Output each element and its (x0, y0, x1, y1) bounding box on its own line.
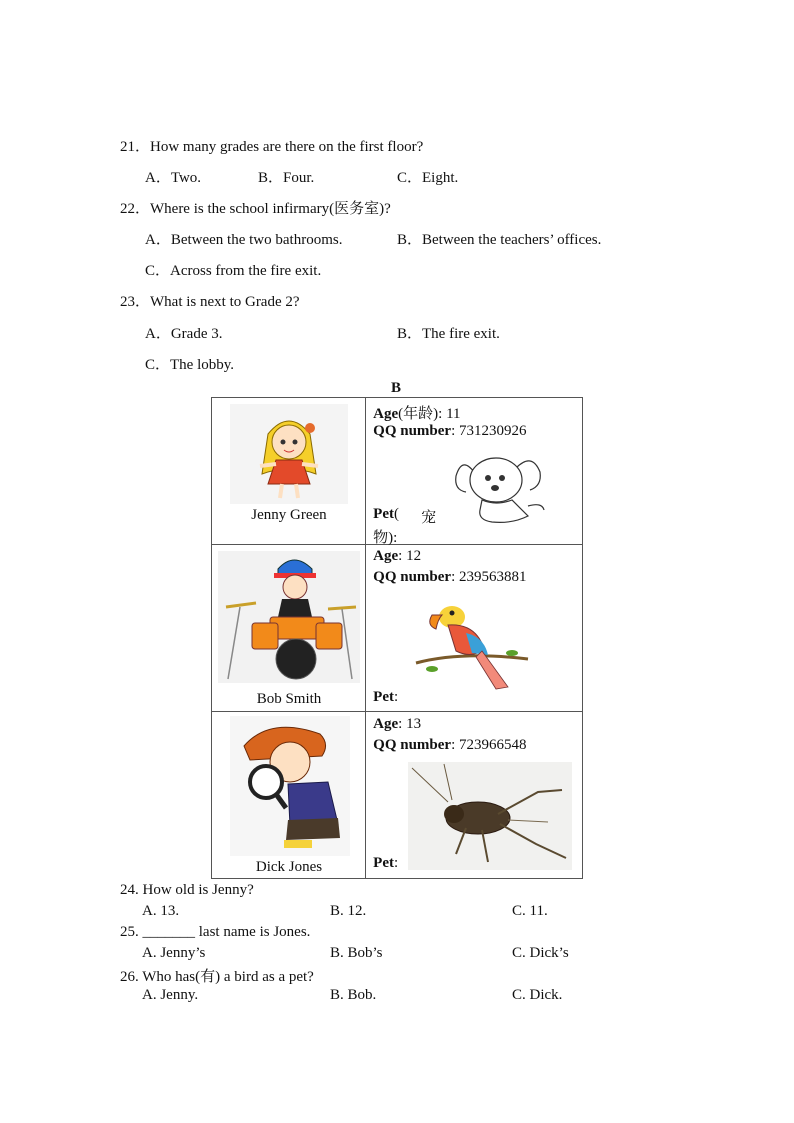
question-26: 26. Who has(有) a bird as a pet? (120, 969, 314, 985)
person-cell (212, 398, 366, 545)
question-23: 23．What is next to Grade 2? (120, 294, 300, 310)
info-cell (366, 398, 583, 545)
age-value: : 13 (398, 716, 422, 732)
qq-line (373, 569, 526, 586)
question-24: 24. How old is Jenny? (120, 882, 254, 898)
qq-label: QQ number (373, 737, 452, 753)
pet-label: Pet (373, 506, 394, 522)
q24-option-b: B. 12. (330, 903, 367, 919)
pet-line (373, 689, 398, 706)
q22-option-b: B．Between the teachers’ offices. (397, 232, 602, 248)
age-line (373, 402, 460, 423)
qq-line (373, 423, 526, 440)
pet-label: Pet (373, 689, 394, 705)
qq-value: : 723966548 (451, 737, 527, 753)
age-note: (年龄) (398, 406, 439, 422)
q26-option-a: A. Jenny. (142, 987, 199, 1003)
pet-colon: : (393, 689, 399, 705)
q26-option-b: B. Bob. (330, 987, 377, 1003)
q25-option-a: A. Jenny’s (142, 945, 206, 961)
q24-option-a: A. 13. (142, 903, 180, 919)
dog-icon (452, 446, 548, 528)
pet-line (373, 855, 398, 872)
parrot-icon (412, 601, 532, 693)
pet-label: Pet (373, 855, 394, 871)
q23-option-a: A．Grade 3. (145, 326, 223, 342)
boy-magnifier-icon (230, 716, 350, 856)
q22-option-a: A．Between the two bathrooms. (145, 232, 343, 248)
person-name: Dick Jones (255, 859, 323, 875)
person-name: Bob Smith (256, 691, 322, 707)
girl-icon (230, 404, 348, 504)
qq-value: : 239563881 (451, 569, 527, 585)
table-row (212, 712, 583, 879)
question-21: 21．How many grades are there on the first floor? (120, 139, 424, 155)
person-cell (212, 712, 366, 879)
age-label: Age (373, 716, 399, 732)
qq-line (373, 737, 526, 754)
pet-colon: : (393, 855, 399, 871)
age-value: : 11 (438, 406, 461, 422)
pet-note-open: ( (393, 506, 399, 522)
q23-option-b: B．The fire exit. (397, 326, 500, 342)
q22-option-c: C．Across from the fire exit. (145, 263, 322, 279)
q21-option-c: C．Eight. (397, 170, 459, 186)
age-label: Age (373, 406, 399, 422)
pet-note-char: 宠 (421, 510, 437, 526)
pet-note-close: 物): (373, 530, 398, 546)
cricket-icon (408, 762, 572, 870)
qq-label: QQ number (373, 423, 452, 439)
q24-option-c: C. 11. (512, 903, 548, 919)
table-row (212, 545, 583, 712)
person-cell (212, 545, 366, 712)
qq-value: : 731230926 (451, 423, 527, 439)
q21-option-b: B．Four. (258, 170, 315, 186)
age-line (373, 716, 421, 733)
age-label: Age (373, 548, 399, 564)
info-cell (366, 545, 583, 712)
age-line (373, 548, 421, 565)
q25-option-b: B. Bob’s (330, 945, 383, 961)
section-b-title: B (391, 380, 402, 396)
pet-profile-table (211, 397, 583, 879)
question-25: 25. _______ last name is Jones. (120, 924, 311, 940)
table-row (212, 398, 583, 545)
pet-line (373, 506, 437, 526)
q21-option-a: A．Two. (145, 170, 202, 186)
qq-label: QQ number (373, 569, 452, 585)
q26-option-c: C. Dick. (512, 987, 563, 1003)
info-cell (366, 712, 583, 879)
q25-option-c: C. Dick’s (512, 945, 569, 961)
question-22: 22．Where is the school infirmary(医务室)? (120, 201, 391, 217)
drummer-boy-icon (218, 551, 360, 683)
person-name: Jenny Green (251, 507, 327, 523)
age-value: : 12 (398, 548, 422, 564)
q23-option-c: C．The lobby. (145, 357, 235, 373)
